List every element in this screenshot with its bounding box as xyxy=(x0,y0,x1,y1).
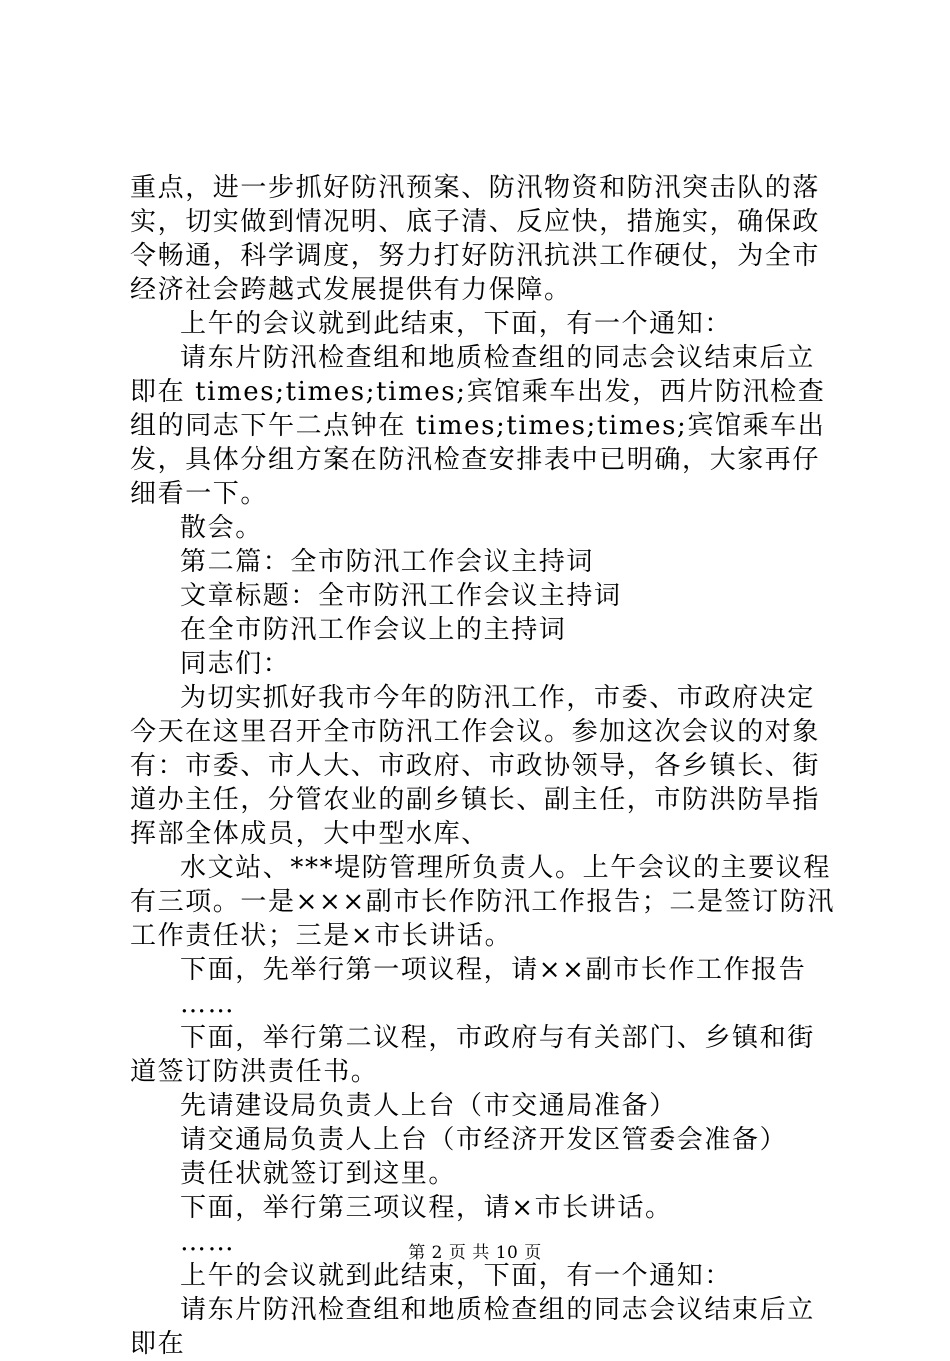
paragraph: 请东片防汛检查组和地质检查组的同志会议结束后立即在 xyxy=(130,1295,815,1359)
page-number-footer: 第 2 页 共 10 页 xyxy=(408,1243,542,1263)
paragraph: 请交通局负责人上台（市经济开发区管委会准备） xyxy=(180,1125,788,1155)
paragraph: 下面，举行第二议程，市政府与有关部门、乡镇和街道签订防洪责任书。 xyxy=(130,1023,815,1087)
paragraph: 下面，先举行第一项议程，请××副市长作工作报告 xyxy=(180,955,807,985)
paragraph: 水文站、***堤防管理所负责人。上午会议的主要议程有三项。一是×××副市长作防汛工作报告；二是签订防汛工作责任状；三是×市长讲话。 xyxy=(130,853,835,951)
section-heading: 第二篇：全市防汛工作会议主持词 xyxy=(180,547,595,577)
speech-title: 在全市防汛工作会议上的主持词 xyxy=(180,615,567,645)
article-title: 文章标题：全市防汛工作会议主持词 xyxy=(180,581,622,611)
paragraph: 先请建设局负责人上台（市交通局准备） xyxy=(180,1091,677,1121)
paragraph: 为切实抓好我市今年的防汛工作，市委、市政府决定今天在这里召开全市防汛工作会议。参加这次会议的对象有：市委、市人大、市政府、市政协领导，各乡镇长、街道办主任，分管农业的副乡镇长、副主任，市防洪防旱指挥部全体成员，大中型水库、 xyxy=(130,683,821,849)
ellipsis: …… xyxy=(180,1227,236,1257)
paragraph: 请东片防汛检查组和地质检查组的同志会议结束后立即在 times;times;times;宾馆乘车出发，西片防汛检查组的同志下午二点钟在 times;times;times;宾馆乘车出发，具体分组方案在防汛检查安排表中已明确，大家再仔细看一下。 xyxy=(130,343,826,509)
salutation: 同志们： xyxy=(180,649,291,679)
paragraph: 重点，进一步抓好防汛预案、防汛物资和防汛突击队的落实，切实做到情况明、底子清、反应快，措施实，确保政令畅通，科学调度，努力打好防汛抗洪工作硬仗，为全市经济社会跨越式发展提供有力保障。 xyxy=(130,173,821,305)
paragraph: 下面，举行第三项议程，请×市长讲话。 xyxy=(180,1193,673,1223)
paragraph: 上午的会议就到此结束，下面，有一个通知： xyxy=(180,309,733,339)
paragraph: 责任状就签订到这里。 xyxy=(180,1159,457,1189)
paragraph: 散会。 xyxy=(180,513,263,543)
paragraph: 上午的会议就到此结束，下面，有一个通知： xyxy=(180,1261,733,1291)
document-body xyxy=(130,171,835,1361)
ellipsis: …… xyxy=(180,989,236,1019)
